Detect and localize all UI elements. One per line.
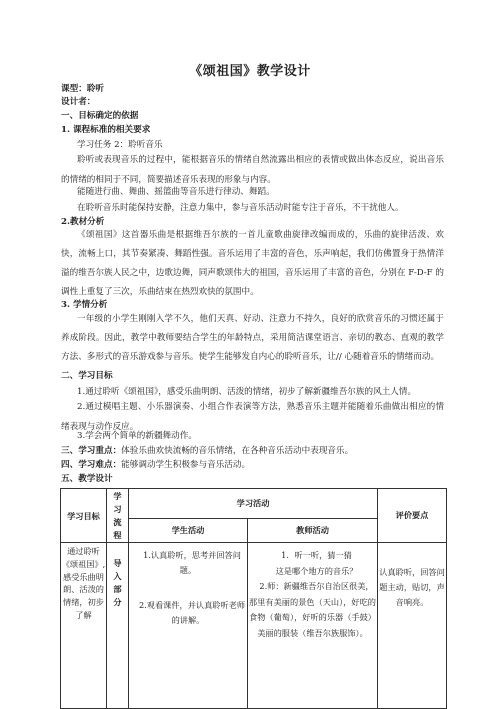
- teacher-activity-2: 2.师：新疆维吾尔自治区很美，那里有美丽的景色（天山），好吃的食物（葡萄），好听的乐器（手鼓）美丽的服装（维吾尔族服饰）。: [249, 581, 376, 638]
- difficulty: [61, 460, 446, 471]
- learner-analysis-paragraph: 一年级的小学生刚刚入学不久，他们天真、好动、注意力不持久，良好的欣赏音乐的习惯还属于养成阶段。因此，教学中教师要结合学生的年龄特点，采用简洁课堂语言、亲切的教态、直观的教学方法、多形式的音乐游戏参与音乐。使学生能够发自内心的聆听音乐，让// 心随着音乐的情绪而动。: [61, 314, 444, 362]
- difficulty-label: 四、学习难点：: [61, 460, 122, 470]
- key-point: [61, 446, 446, 457]
- teacher-activity-1: 1．听一听，猜一猜: [281, 550, 352, 560]
- section-heading-basis: 一、目标确定的依据: [61, 111, 139, 121]
- objective-2: 2.通过模唱主题、小乐器演奏、小组合作表演等方法，熟悉音乐主题并能随着乐曲做出相应的情绪表现与动作反应。: [61, 402, 444, 432]
- header-student-activity: 学生活动: [129, 519, 248, 543]
- cell-stage: 导入部分: [107, 543, 129, 709]
- key-point-text: 体验乐曲欢快流畅的音乐情绪，在各种音乐活动中表现音乐。: [121, 446, 354, 456]
- section-heading-objectives: 二、学习目标: [61, 371, 113, 381]
- table-row: [61, 543, 447, 709]
- student-activity-2: 2.观看课件，并认真聆听老师的讲解。: [138, 600, 246, 625]
- header-learning-activity: 学习活动: [129, 489, 378, 519]
- cell-learning-goal: 通过聆听《颂祖国》,感受乐曲明朗、活泼的情绪，初步了解: [61, 543, 107, 709]
- course-type: 课型：聆听: [61, 84, 104, 94]
- header-learning-goal: 学习目标: [61, 489, 107, 543]
- standard-paragraph-2: 能随进行曲、舞曲、摇篮曲等音乐进行律动、舞蹈。: [77, 187, 275, 197]
- subheading-curriculum-standard: 1. 课程标准的相关要求: [61, 125, 151, 135]
- learning-task: 学习任务 2：聆听音乐: [77, 140, 163, 150]
- teaching-design-table: [60, 488, 447, 709]
- student-activity-1: 1.认真聆听，思考并回答问题。: [143, 550, 241, 575]
- header-teacher-activity: 教师活动: [248, 519, 378, 543]
- difficulty-text: 能够调动学生积极参与音乐活动。: [121, 460, 251, 470]
- designer: 设计者：: [61, 97, 96, 107]
- subheading-learner-analysis: 3. 学情分析: [61, 300, 108, 310]
- cell-evaluation: 认真聆听，回答问题主动，贴切，声音响亮。: [378, 543, 447, 709]
- material-analysis-paragraph: 《颂祖国》这首器乐曲是根据维吾尔族的一首儿童歌曲旋律改编而成的，乐曲的旋律活泼、欢快，流畅上口，其节奏紧凑、舞蹈性强。音乐运用了丰富的音色，乐声响起，我们仿佛置身于热情洋溢的维吾尔族人民之中，边歌边舞，同声歌颂伟大的祖国，音乐运用了丰富的音色，分别在 F-D-F 的调性上重复了三次，乐曲结束在热烈欢快的氛围中。: [61, 230, 444, 297]
- cell-student-activity: [129, 543, 248, 709]
- subheading-material-analysis: 2.教材分析: [61, 217, 105, 227]
- objective-1: 1.通过聆听《颂祖国》，感受乐曲明朗、活泼的情绪，初步了解新疆维吾尔族的风土人情。: [77, 387, 417, 397]
- header-learning-process: 学习流程: [107, 489, 129, 543]
- header-evaluation-points: 评价要点: [378, 489, 447, 543]
- section-heading-design: 五、教学设计: [61, 474, 113, 484]
- standard-paragraph-3: 在聆听音乐时能保持安静，注意力集中，参与音乐活动时能专注于音乐，不干扰他人。: [77, 203, 404, 213]
- standard-paragraph-1: 聆听或表现音乐的过程中，能根据音乐的情绪自然流露出相应的表情或做出体态反应，说出音乐的情绪的相同于不同，简要描述音乐表现的形象与内容。: [61, 155, 444, 185]
- table-header-row: [61, 489, 447, 519]
- cell-teacher-activity: [248, 543, 378, 709]
- page-title: 《颂祖国》教学设计: [189, 64, 311, 79]
- objective-3: 3.学会两个简单的新疆舞动作。: [77, 431, 197, 441]
- teacher-activity-1b: 这是哪个地方的音乐？: [275, 565, 358, 576]
- key-point-label: 三、学习重点：: [61, 446, 122, 456]
